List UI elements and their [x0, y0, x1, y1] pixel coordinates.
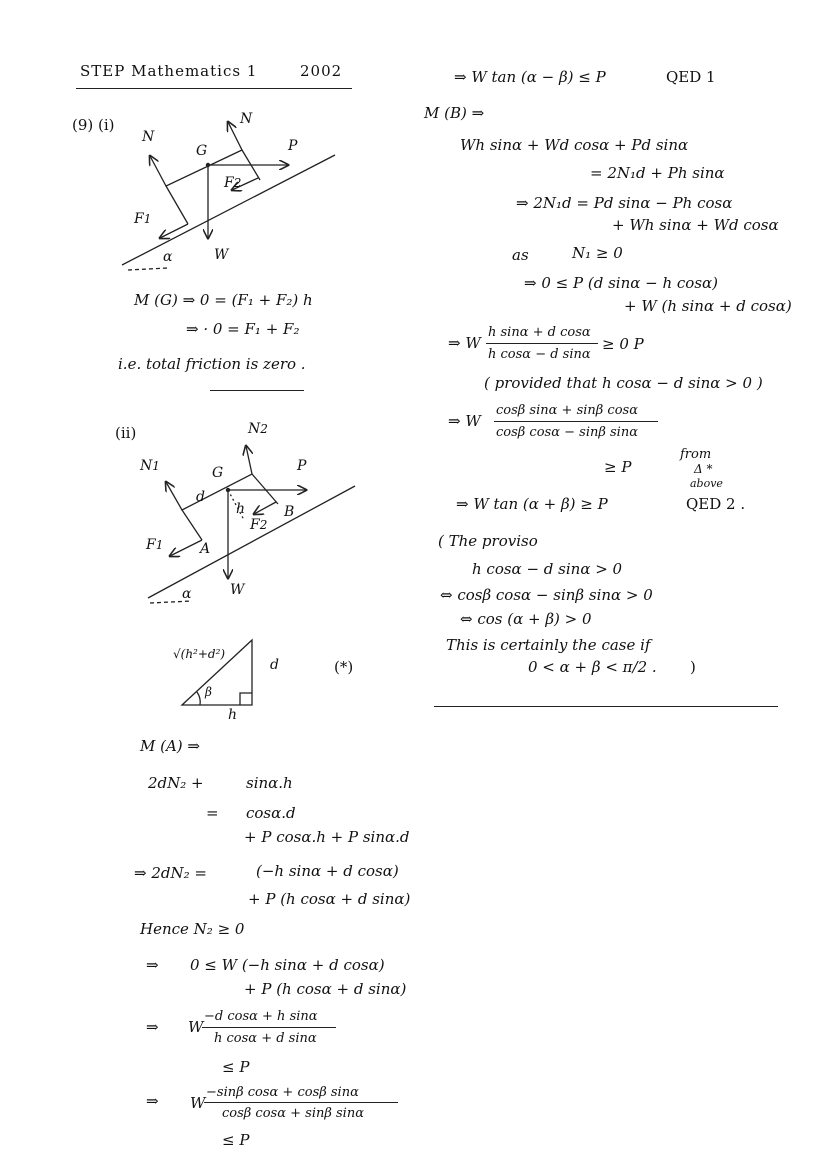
d2-label-f2-main: F — [250, 517, 260, 533]
frac4-den: cosβ cosα − sinβ sinα — [496, 425, 638, 440]
part-ii-label: (ii) — [115, 424, 137, 442]
d2-label-n2-sub: 2 — [260, 422, 268, 436]
r-ineq-cont: + W (h sinα + d cosα) — [624, 297, 792, 315]
eq-moment-g: M (G) ⇒ 0 = (F₁ + F₂) h — [134, 291, 313, 309]
ineq1-arrow: ⇒ — [146, 956, 159, 974]
part-i-divider — [210, 390, 304, 391]
frac4-pre: ⇒ W — [448, 412, 481, 430]
part-i-label: (9) (i) — [72, 116, 115, 134]
hence-n2: Hence N₂ ≥ 0 — [140, 920, 245, 938]
d2-label-f1 — [146, 538, 163, 552]
ma-line2-rhs: cosα.d — [246, 804, 296, 822]
header-title: STEP Mathematics 1 — [80, 62, 258, 80]
d2-label-alpha: α — [182, 586, 192, 602]
d1-label-alpha: α — [163, 249, 173, 265]
d2-label-a: A — [200, 541, 211, 557]
frac1-bar — [202, 1027, 336, 1028]
r-2n1d-cont: + Wh sinα + Wd cosα — [612, 216, 779, 234]
d2-label-b: B — [284, 504, 295, 520]
tri-hyp: √(h²+d²) — [173, 647, 226, 661]
frac3-bar — [486, 343, 598, 344]
r-tan-minus: ⇒ W tan (α − β) ≤ P — [454, 68, 606, 86]
ma-line1-lhs: 2dN₂ + — [148, 774, 204, 792]
d2-label-p: P — [297, 458, 307, 474]
n2-arrow-2 — [246, 446, 252, 474]
tri-angle: β — [205, 685, 212, 699]
r-2n1d: ⇒ 2N₁d = Pd sinα − Ph cosα — [516, 194, 733, 212]
frac3-pre: ⇒ W — [448, 334, 481, 352]
tri-base: h — [228, 707, 238, 723]
d1-label-f2 — [224, 176, 241, 190]
right-divider — [434, 706, 778, 707]
header-year: 2002 — [300, 62, 343, 80]
frac1-den: h cosα + d sinα — [214, 1031, 317, 1046]
f1-arrow-1 — [160, 224, 188, 238]
ma-line5: + P (h cosα + d sinα) — [248, 890, 411, 908]
frac2-le-p: ≤ P — [222, 1131, 250, 1149]
d2-label-h: h — [236, 501, 246, 517]
r-ineq: ⇒ 0 ≤ P (d sinα − h cosα) — [524, 274, 718, 292]
eq-friction-sum: ⇒ · 0 = F₁ + F₂ — [186, 320, 300, 338]
eq-total-friction: i.e. total friction is zero . — [118, 355, 306, 373]
frac2-arrow: ⇒ — [146, 1092, 159, 1110]
frac1-arrow: ⇒ — [146, 1018, 159, 1036]
ma-line1-rhs: sinα.h — [246, 774, 293, 792]
r-proviso: ( The proviso — [438, 532, 538, 550]
r-mb-lhs: Wh sinα + Wd cosα + Pd sinα — [460, 136, 689, 154]
ground-1 — [128, 268, 168, 270]
ineq1: 0 ≤ W (−h sinα + d cosα) — [190, 956, 385, 974]
d2-label-n1-sub: 1 — [152, 459, 160, 473]
r-certainly: This is certainly the case if — [446, 636, 651, 654]
ma-line4-rhs: (−h sinα + d cosα) — [256, 862, 399, 880]
triangle-right-angle — [240, 693, 252, 705]
d1-label-f2-main: F — [224, 175, 234, 191]
g-dot-1 — [206, 163, 210, 167]
triangle-beta-arc — [197, 692, 200, 705]
f2-arrow-2 — [254, 502, 276, 514]
frac1-num: −d cosα + h sinα — [204, 1009, 318, 1024]
frac2-bar — [204, 1102, 398, 1103]
d1-label-f1 — [134, 212, 151, 226]
d1-label-n-right: N — [240, 111, 253, 127]
d1-label-f1-sub: 1 — [143, 212, 152, 226]
d1-label-f1-main: F — [134, 211, 144, 227]
d1-label-g: G — [196, 143, 208, 159]
g-dot-2 — [226, 488, 230, 492]
from-above-2: Δ * — [694, 462, 713, 476]
d1-label-n-left: N — [142, 129, 155, 145]
d2-label-d: d — [196, 489, 205, 505]
d1-label-p: P — [288, 138, 298, 154]
frac2-w: W — [190, 1094, 206, 1112]
ineq1-cont: + P (h cosα + d sinα) — [244, 980, 407, 998]
r-qed2: QED 2 . — [686, 495, 746, 513]
d2-label-w: W — [230, 582, 245, 598]
d2-label-n1 — [140, 459, 160, 473]
d1-label-f2-sub: 2 — [233, 176, 242, 190]
r-qed1: QED 1 — [666, 68, 716, 86]
d2-label-f2-sub: 2 — [259, 518, 268, 532]
d2-label-n1-main: N — [140, 458, 153, 474]
incline-1 — [122, 155, 335, 265]
ma-line2-eq: = — [206, 804, 219, 822]
d2-label-f2 — [250, 518, 267, 532]
frac2-den: cosβ cosα + sinβ sinα — [222, 1106, 364, 1121]
f1-arrow-2 — [170, 540, 202, 556]
from-above-1: from — [680, 447, 712, 462]
tri-star: (*) — [334, 658, 354, 676]
r-proviso-2: ⇔ cosβ cosα − sinβ sinα > 0 — [440, 586, 653, 604]
incline-2 — [148, 486, 355, 598]
from-above-3: above — [690, 477, 723, 490]
d1-label-w: W — [214, 247, 229, 263]
d2-label-f1-main: F — [146, 537, 156, 553]
r-tan-plus: ⇒ W tan (α + β) ≥ P — [456, 495, 608, 513]
r-provided: ( provided that h cosα − d sinα > 0 ) — [484, 374, 763, 392]
tri-side: d — [270, 657, 279, 673]
r-range: 0 < α + β < π/2 . — [528, 658, 657, 676]
frac4-num: cosβ sinα + sinβ cosα — [496, 403, 638, 418]
frac3-den: h cosα − d sinα — [488, 347, 591, 362]
ma-line4-lhs: ⇒ 2dN₂ = — [134, 864, 207, 882]
d2-label-g: G — [212, 465, 224, 481]
r-proviso-1: h cosα − d sinα > 0 — [472, 560, 623, 578]
frac2-num: −sinβ cosα + cosβ sinα — [206, 1085, 359, 1100]
moment-a: M (A) ⇒ — [140, 737, 200, 755]
frac1-le-p: ≤ P — [222, 1058, 250, 1076]
r-mb-rhs: = 2N₁d + Ph sinα — [590, 164, 725, 182]
d2-label-n2-main: N — [248, 421, 261, 437]
frac3-num: h sinα + d cosα — [488, 325, 591, 340]
r-n1-ge-0: N₁ ≥ 0 — [572, 244, 623, 262]
frac3-post: ≥ 0 P — [602, 335, 644, 353]
block-1 — [166, 150, 260, 224]
n-left-arrow-1 — [150, 156, 166, 186]
r-close-paren: ) — [690, 658, 696, 676]
d2-label-n2 — [248, 422, 268, 436]
frac4-bar — [494, 421, 658, 422]
ma-line3: + P cosα.h + P sinα.d — [244, 828, 410, 846]
frac4-ge-p: ≥ P — [604, 458, 632, 476]
frac1-w: W — [188, 1018, 204, 1036]
r-moment-b: M (B) ⇒ — [424, 104, 485, 122]
d2-label-f1-sub: 1 — [155, 538, 164, 552]
r-proviso-3: ⇔ cos (α + β) > 0 — [460, 610, 592, 628]
r-as: as — [512, 246, 529, 264]
n1-arrow-2 — [166, 482, 182, 510]
